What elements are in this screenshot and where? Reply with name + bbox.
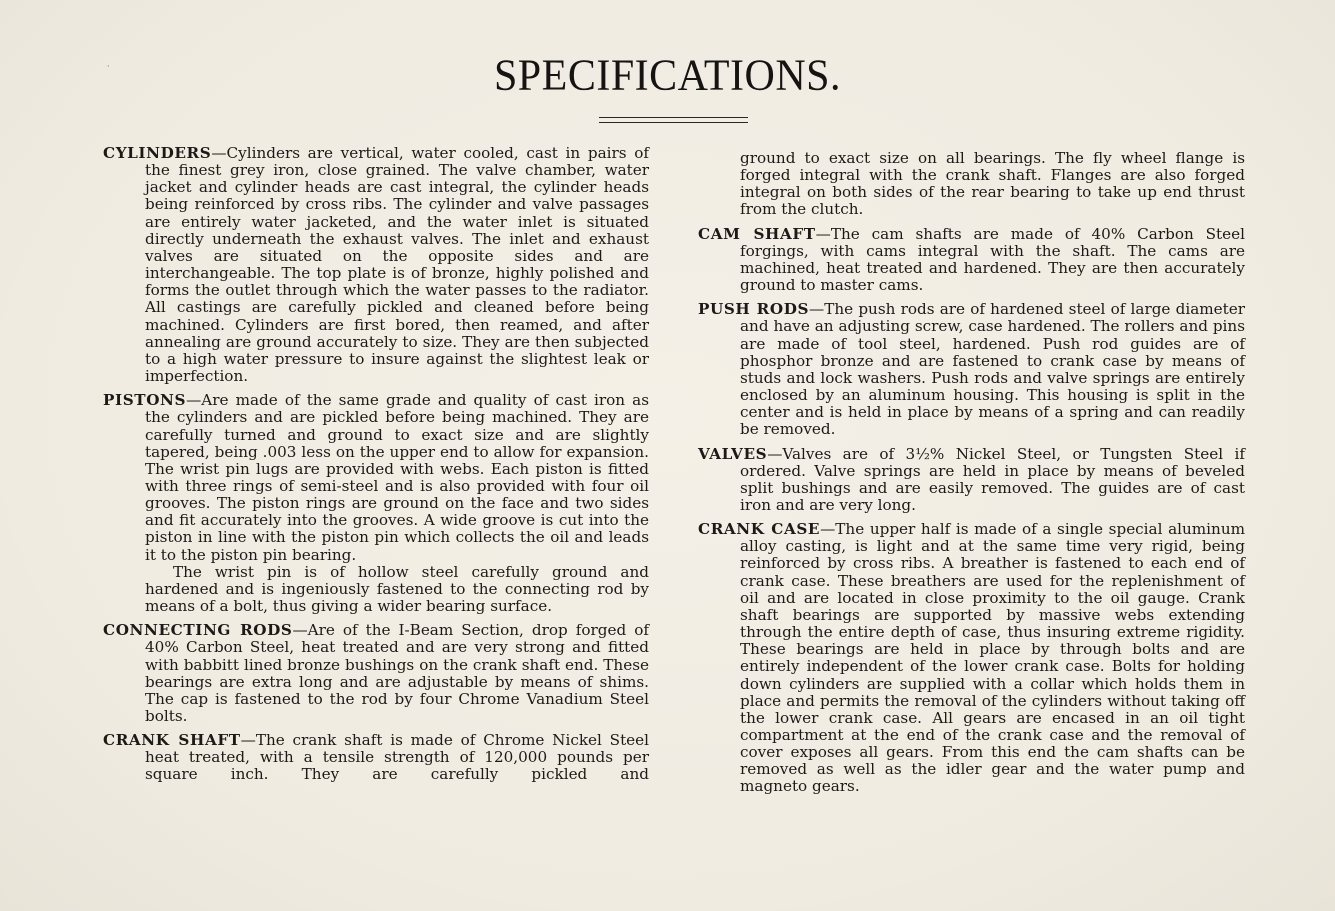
- connecting-rods-section: [103, 622, 649, 725]
- push-rods-text: —The push rods are of hardened steel of large diameter and have an adjusting screw, case hardened. The rollers and pins are made of tool steel, hardened. Push rod guides are of phosphor bronze and are fastened to crank case by means of studs and lock washers. Push rods and valve springs are entirely enclosed by an aluminum housing. This housing is split in the center and is held in place by means of a spring and can readily be removed.: [740, 300, 1245, 439]
- valves-text: —Valves are of 3½% Nickel Steel, or Tungsten Steel if ordered. Valve springs are held in place by means of beveled split bushings and are easily removed. The guides are of cast iron and are very long.: [740, 444, 1245, 514]
- page-speck: ·: [107, 62, 110, 71]
- pistons-wrist-pin-paragraph: The wrist pin is of hollow steel carefully ground and hardened and is ingeniously fastened to the connecting rod by means of a bolt, thus giving a wider bearing surface.: [145, 562, 649, 616]
- crank-case-text: —The upper half is made of a single special aluminum alloy casting, is light and at the same time very rigid, being reinforced by cross ribs. A breather is fastened to each end of crank case. These breathers are used for the replenishment of oil and are located in close proximity to the oil gauge. Crank shaft bearings are supported by massive webs extending through the entire depth of case, thus insuring extreme rigidity. These bearings are held in place by through bolts and are entirely independent of the lower crank case. Bolts for holding down cylinders are supplied with a collar which holds them in place and permits the removal of the cylinders without taking off the lower crank case. All gears are encased in an oil tight compartment at the end of the crank case and the removal of cover exposes all gears. From this end the cam shafts can be removed as well as the idler gear and the water pump and magneto gears.: [740, 520, 1246, 796]
- cam-shaft-section: [698, 226, 1245, 295]
- crank-case-section: [698, 521, 1245, 796]
- connecting-rods-text: —Are of the I-Beam Section, drop forged of 40% Carbon Steel, heat treated and are very strong and fitted with babbitt lined bronze bushings on the crank shaft end. These bearings are extra long and are adjustable by means of shims. The cap is fastened to the rod by four Chrome Vanadium Steel bolts.: [145, 621, 649, 725]
- cam-shaft-heading: CAM SHAFT: [698, 224, 816, 243]
- cylinders-heading: CYLINDERS: [103, 144, 212, 162]
- left-column: [103, 145, 649, 791]
- title-rule-lower: [599, 122, 748, 123]
- connecting-rods-heading: CONNECTING RODS: [103, 621, 293, 640]
- crank-shaft-text: —The crank shaft is made of Chrome Nickel Steel heat treated, with a tensile strength of 120,000 pounds per square inch. They are carefully pickled and: [145, 731, 650, 784]
- cylinders-section: [103, 145, 649, 385]
- crank-case-heading: CRANK CASE: [698, 520, 821, 539]
- pistons-heading: PISTONS: [103, 391, 187, 410]
- crank-shaft-heading: CRANK SHAFT: [103, 731, 241, 750]
- valves-section: [698, 446, 1245, 515]
- pistons-text: —Are made of the same grade and quality of cast iron as the cylinders and are pickled before being machined. They are carefully turned and ground to exact size and are slightly tapered, being .003 less on the upper end to allow for expansion. The wrist pin lugs are provided with webs. Each piston is fitted with three rings of semi-steel and is also provided with four oil grooves. The piston rings are ground on the face and two sides and fit accurately into the grooves. A wide groove is cut into the piston in line with the piston pin which collects the oil and leads it to the piston pin bearing.: [145, 391, 649, 564]
- right-column: [698, 150, 1245, 803]
- page-title: SPECIFICATIONS.: [493, 51, 842, 101]
- valves-heading: VALVES: [698, 444, 768, 463]
- push-rods-heading: PUSH RODS: [698, 300, 810, 319]
- cylinders-text: —Cylinders are vertical, water cooled, cast in pairs of the finest grey iron, close grained. The valve chamber, water jacket and cylinder heads are cast integral, the cylinder heads being reinforced by cross ribs. The cylinder and valve passages are entirely water jacketed, and the water inlet is situated directly underneath the exhaust valves. The inlet and exhaust valves are situated on the opposite sides and are interchangeable. The top plate is of bronze, highly polished and forms the outlet through which the water passes to the radiator. All castings are carefully pickled and cleaned before being machined. Cylinders are first bored, then reamed, and after annealing are ground accurately to size. They are then subjected to a high water pressure to insure against the slightest leak or imperfection.: [145, 144, 649, 386]
- title-rule-upper: [599, 117, 748, 118]
- push-rods-section: [698, 301, 1245, 438]
- crank-shaft-section: [103, 732, 649, 783]
- pistons-section: [103, 392, 649, 564]
- crank-shaft-continued: ground to exact size on all bearings. The fly wheel flange is forged integral with the crank shaft. Flanges are also forged integral on both sides of the rear bearing to take up end thrust from the clutch.: [740, 149, 1245, 219]
- cam-shaft-text: —The cam shafts are made of 40% Carbon Steel forgings, with cams integral with the shaft. The cams are machined, heat treated and hardened. They are then accurately ground to master cams.: [740, 224, 1245, 295]
